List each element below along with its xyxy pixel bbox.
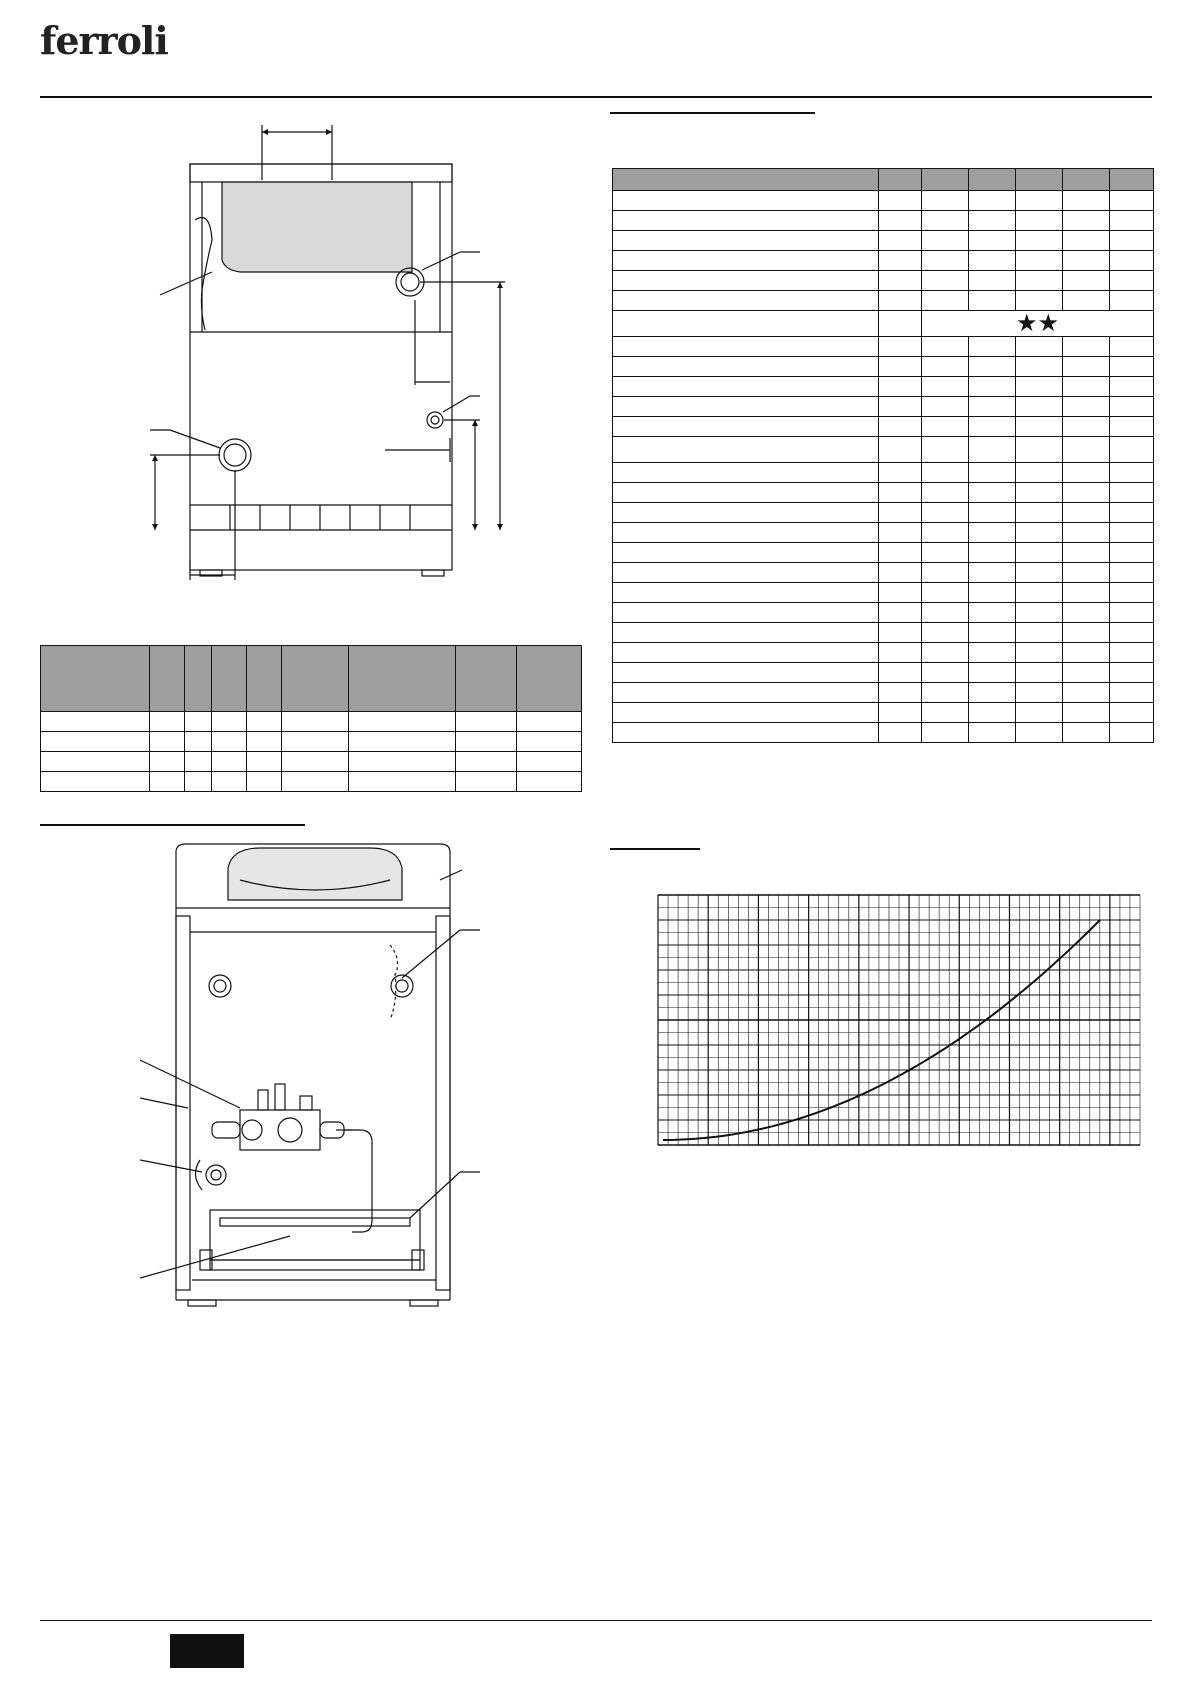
table-row <box>613 643 1154 663</box>
section-heading-rule-chart <box>610 848 700 850</box>
table-row <box>613 437 1154 463</box>
table-row <box>613 543 1154 563</box>
table-row <box>613 211 1154 231</box>
table-row <box>613 357 1154 377</box>
table-row <box>613 311 1154 337</box>
table-row <box>613 271 1154 291</box>
pressure-loss-chart <box>655 890 1145 1150</box>
table-row <box>613 583 1154 603</box>
table-row <box>613 463 1154 483</box>
page-number-box <box>170 1634 244 1668</box>
table-row <box>613 231 1154 251</box>
table-row <box>613 377 1154 397</box>
table-row <box>613 523 1154 543</box>
table-row <box>613 251 1154 271</box>
table-row <box>613 417 1154 437</box>
section-heading-rule-components <box>40 824 305 826</box>
table-row <box>613 503 1154 523</box>
table-row <box>613 723 1154 743</box>
table-row <box>613 337 1154 357</box>
table-row <box>613 563 1154 583</box>
footer-rule <box>40 1620 1152 1621</box>
table-row <box>613 603 1154 623</box>
table-row <box>613 703 1154 723</box>
header-rule <box>40 96 1152 98</box>
table-row <box>41 712 582 732</box>
table-row <box>613 663 1154 683</box>
table-row <box>613 291 1154 311</box>
boiler-dimension-drawing <box>150 120 510 580</box>
energy-rating-stars: ★★ <box>922 311 1154 337</box>
table-row <box>41 772 582 792</box>
table-row <box>613 483 1154 503</box>
table-row <box>613 191 1154 211</box>
table-row <box>613 397 1154 417</box>
chart-grid <box>658 895 1140 1145</box>
boiler-components-drawing <box>140 840 500 1310</box>
brand-logo: ferroli <box>40 18 168 63</box>
table-row <box>41 732 582 752</box>
section-heading-rule-tech-data <box>610 112 815 114</box>
table-row <box>41 752 582 772</box>
table-row <box>613 623 1154 643</box>
dimensions-table <box>40 645 582 792</box>
table-row <box>613 683 1154 703</box>
technical-data-table <box>612 168 1154 743</box>
